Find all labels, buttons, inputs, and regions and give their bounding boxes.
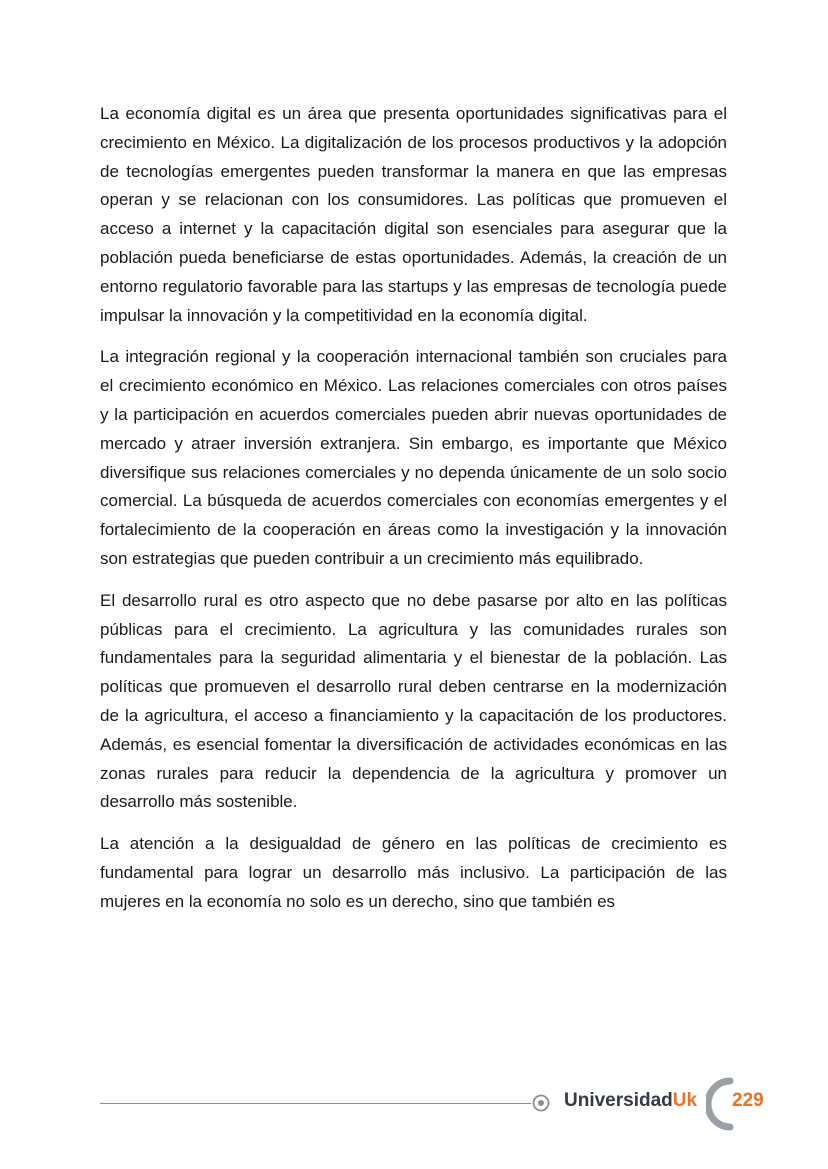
brand-logo: [564, 1090, 697, 1112]
brand-name: Universidad: [564, 1090, 673, 1111]
page-number: 229: [732, 1090, 764, 1111]
paragraph: El desarrollo rural es otro aspecto que no debe pasarse por alto en las políticas públicas para el crecimiento. La agricultura y las comunidades rurales son fundamentales para la seguridad alimentaria y el bienestar de la población. Las políticas que promueven el desarrollo rural deben centrarse en la modernización de la agricultura, el acceso a financiamiento y la capacitación de los productores. Además, es esencial fomentar la diversificación de actividades económicas en las zonas rurales para reducir la dependencia de la agricultura y promover un desarrollo más sostenible.: [100, 590, 727, 812]
brand-accent: Uk: [672, 1090, 698, 1111]
page-footer: [100, 1076, 770, 1132]
paragraph: La atención a la desigualdad de género en las políticas de crecimiento es fundamental para lograr un desarrollo más inclusivo. La participación de las mujeres en la economía no solo es un derecho, sino que también es: [100, 834, 727, 911]
paragraph: La integración regional y la cooperación internacional también son cruciales para el crecimiento económico en México. Las relaciones comerciales con otros países y la participación en acuerdos comerciales pueden abrir nuevas oportunidades de mercado y atraer inversión extranjera. Sin embargo, es importante que México diversifique sus relaciones comerciales y no dependa únicamente de un solo socio comercial. La búsqueda de acuerdos comerciales con economías emergentes y el fortalecimiento de la cooperación en áreas como la investigación y la innovación son estrategias que pueden contribuir a un crecimiento más equilibrado.: [100, 347, 727, 568]
body-text: [100, 100, 727, 930]
footer-divider: [100, 1103, 531, 1104]
paragraph: La economía digital es un área que presenta oportunidades significativas para el crecimiento en México. La digitalización de los procesos productivos y la adopción de tecnologías emergentes pueden transformar la manera en que las empresas operan y se relacionan con los consumidores. Las políticas que promueven el acceso a internet y la capacitación digital son esenciales para asegurar que la población pueda beneficiarse de estas oportunidades. Además, la creación de un entorno regulatorio favorable para las startups y las empresas de tecnología puede impulsar la innovación y la competitividad en la economía digital.: [100, 104, 727, 325]
target-icon: [532, 1094, 550, 1112]
